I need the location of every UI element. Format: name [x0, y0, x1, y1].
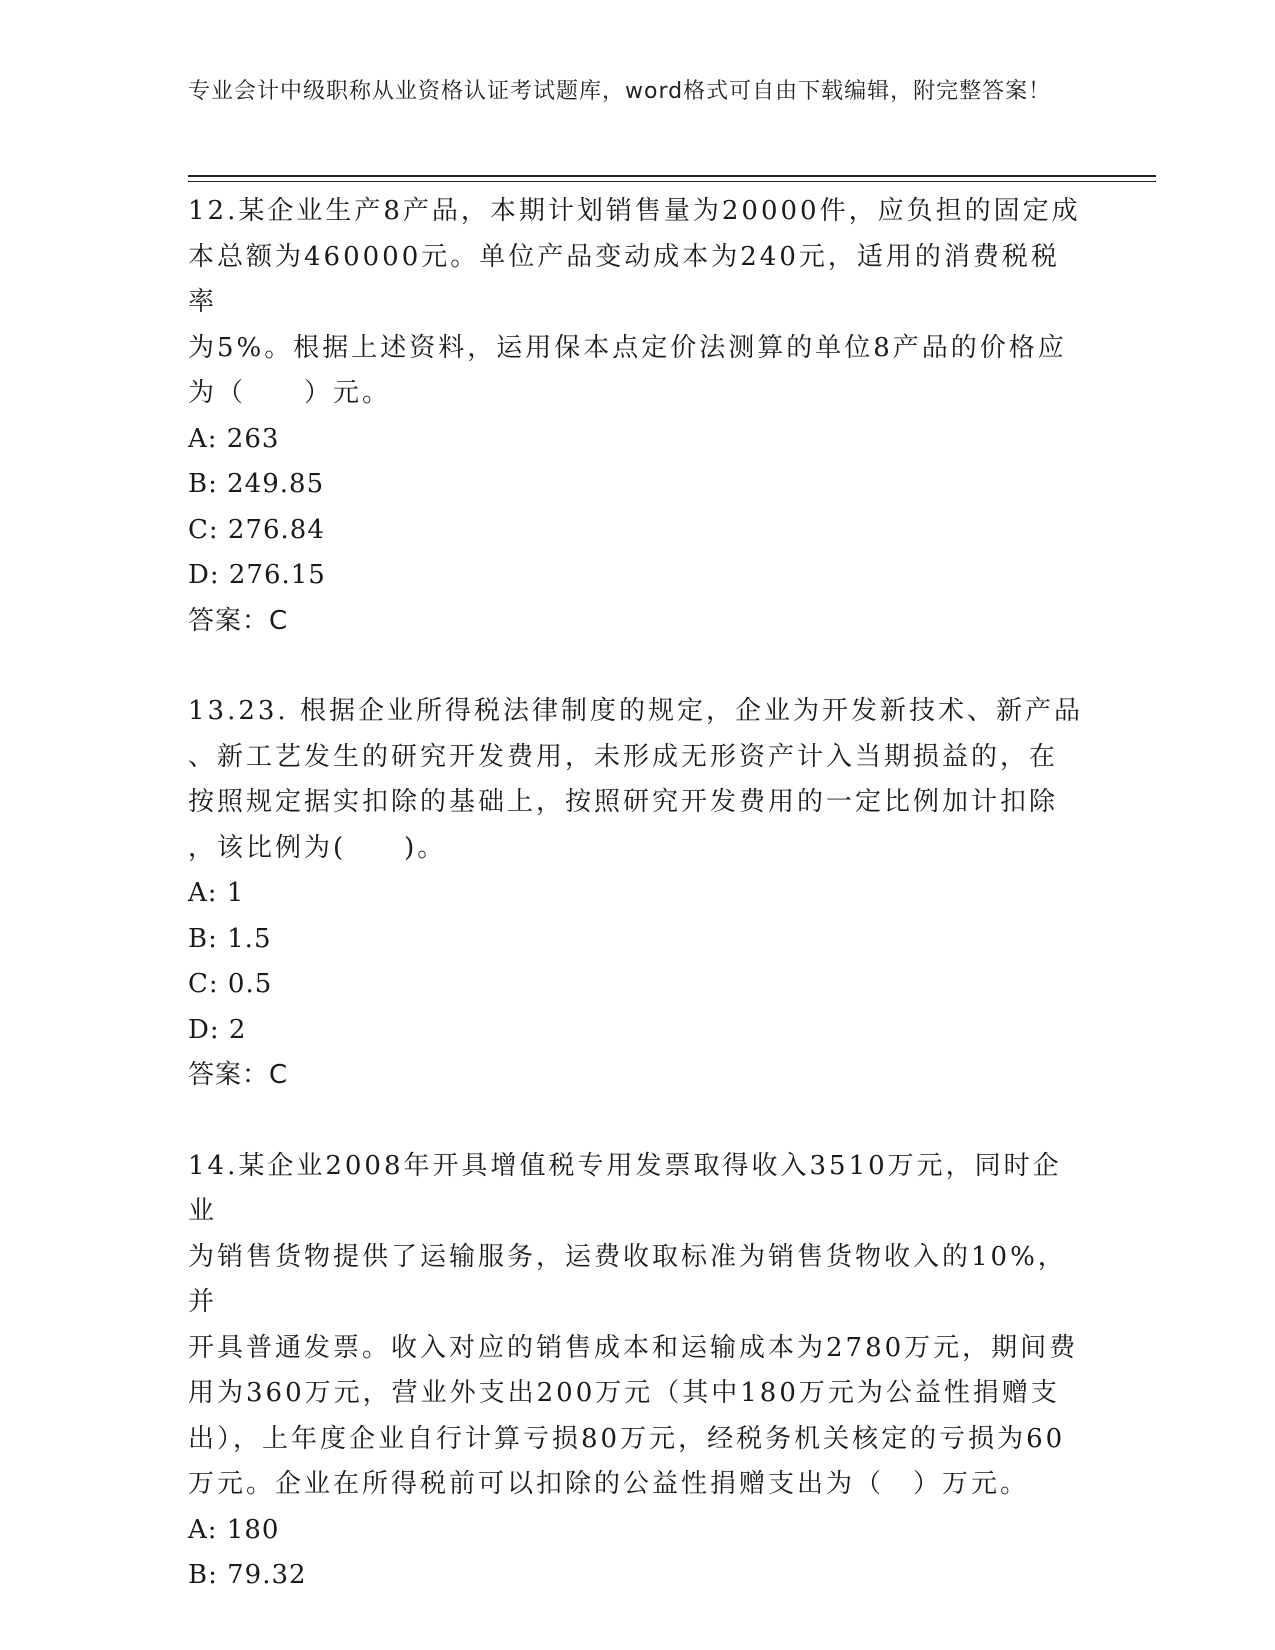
header-divider-thick: [188, 175, 1156, 177]
option-a: A: 180: [188, 1514, 280, 1545]
header-divider-thin: [188, 181, 1156, 182]
question-list: [188, 189, 1088, 1599]
question-13: [188, 689, 1088, 1099]
question-stem-line: 本总额为460000元。单位产品变动成本为240元，适用的消费税税率: [188, 241, 1060, 317]
question-spacer: [188, 644, 1088, 689]
question-stem-line: 为销售货物提供了运输服务，运费收取标准为销售货物收入的10%，并: [188, 1241, 1067, 1317]
question-spacer: [188, 1099, 1088, 1144]
document-header: 专业会计中级职称从业资格认证考试题库，word格式可自由下载编辑，附完整答案！: [188, 79, 1052, 104]
answer-line: 答案：C: [188, 605, 289, 636]
question-stem-line: 开具普通发票。收入对应的销售成本和运输成本为2780万元，期间费: [188, 1332, 1079, 1363]
option-b: B: 1.5: [188, 923, 272, 954]
answer-line: 答案：C: [188, 1060, 289, 1090]
option-c: C: 276.84: [188, 514, 325, 545]
question-stem-line: 14.某企业2008年开具增值税专用发票取得收入3510万元，同时企业: [188, 1150, 1062, 1226]
question-stem-line: ，该比例为( )。: [188, 832, 447, 863]
option-c: C: 0.5: [188, 969, 273, 999]
question-stem-line: 13.23. 根据企业所得税法律制度的规定，企业为开发新技术、新产品: [188, 696, 1083, 726]
option-a: A: 263: [188, 423, 280, 454]
question-12: [188, 189, 1088, 644]
option-b: B: 249.85: [188, 469, 325, 499]
question-stem-line: 为5%。根据上述资料，运用保本点定价法测算的单位8产品的价格应: [188, 332, 1067, 363]
question-stem-line: 万元。企业在所得税前可以扣除的公益性捐赠支出为（ ）万元。: [188, 1469, 1030, 1499]
option-b: B: 79.32: [188, 1560, 307, 1590]
question-stem-line: 、新工艺发生的研究开发费用，未形成无形资产计入当期损益的，在: [188, 741, 1059, 772]
question-stem-line: 出），上年度企业自行计算亏损80万元，经税务机关核定的亏损为60: [188, 1423, 1066, 1454]
question-stem-line: 按照规定据实扣除的基础上，按照研究开发费用的一定比例加计扣除: [188, 787, 1059, 817]
question-stem-line: 12.某企业生产8产品，本期计划销售量为20000件，应负担的固定成: [188, 196, 1081, 226]
option-d: D: 2: [188, 1014, 247, 1045]
question-stem-line: 用为360万元，营业外支出200万元（其中180万元为公益性捐赠支: [188, 1378, 1060, 1408]
question-stem-line: 为（ ）元。: [188, 378, 392, 408]
question-14: [188, 1144, 1088, 1599]
option-a: A: 1: [188, 878, 245, 908]
option-d: D: 276.15: [188, 560, 326, 590]
